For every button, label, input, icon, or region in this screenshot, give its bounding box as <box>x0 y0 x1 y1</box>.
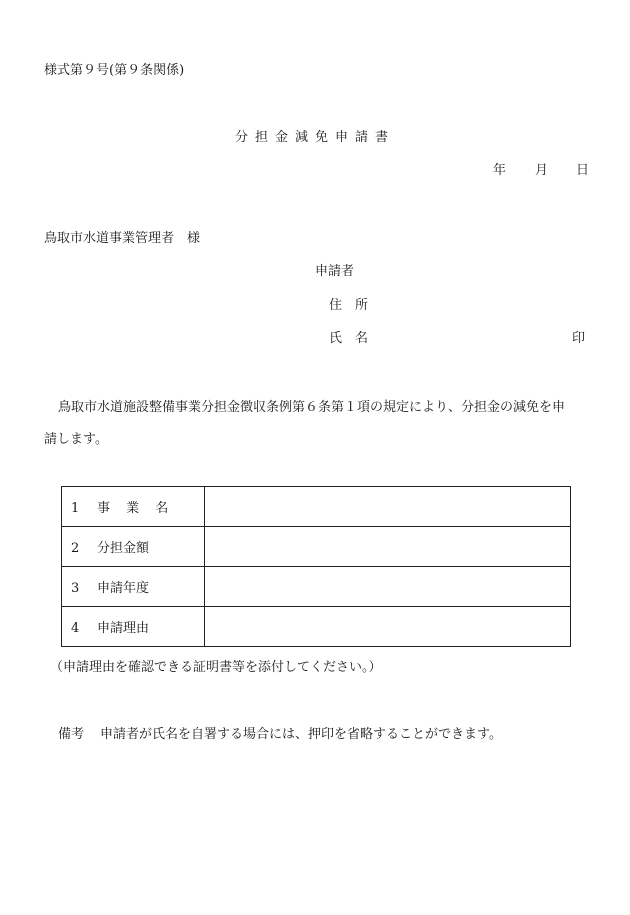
document-title: 分担金減免申請書 <box>234 130 395 145</box>
row-number: 4 <box>71 621 80 636</box>
table-row <box>62 487 571 527</box>
application-items-table <box>61 486 571 647</box>
remarks-text: 申請者が氏名を自署する場合には、押印を省略することができます。 <box>100 727 502 742</box>
date-month-label: 月 <box>535 163 549 178</box>
date-day-label: 日 <box>576 163 590 178</box>
row-value-cell <box>205 567 571 607</box>
row-value-cell <box>205 607 571 647</box>
row-label: 申請理由 <box>97 621 150 636</box>
row-value-cell <box>205 487 571 527</box>
row-value-cell <box>205 527 571 567</box>
row-label: 分担金額 <box>97 541 150 556</box>
row-label-cell <box>62 567 205 607</box>
seal-mark: 印 <box>572 331 586 346</box>
form-number: 様式第９号(第９条関係) <box>44 63 185 78</box>
row-number: 2 <box>71 541 80 556</box>
applicant-heading: 申請者 <box>315 264 355 279</box>
remarks-label: 備考 <box>58 727 85 742</box>
table-row <box>62 607 571 647</box>
body-text-line-2: 請します。 <box>44 432 108 447</box>
date-year-label: 年 <box>493 163 507 178</box>
table-row <box>62 527 571 567</box>
address-label: 住 所 <box>329 298 369 313</box>
row-label-cell <box>62 487 205 527</box>
row-label-cell <box>62 607 205 647</box>
addressee: 鳥取市水道事業管理者 様 <box>44 231 201 246</box>
name-label: 氏 名 <box>329 331 369 346</box>
row-label-cell <box>62 527 205 567</box>
row-label: 事 業 名 <box>97 501 175 516</box>
attachment-note: （申請理由を確認できる証明書等を添付してください。） <box>50 660 382 675</box>
row-label: 申請年度 <box>97 581 150 596</box>
body-text-line-1: 鳥取市水道施設整備事業分担金徴収条例第６条第１項の規定により、分担金の減免を申 <box>58 400 566 415</box>
row-number: 1 <box>71 501 80 516</box>
table-row <box>62 567 571 607</box>
row-number: 3 <box>71 581 80 596</box>
